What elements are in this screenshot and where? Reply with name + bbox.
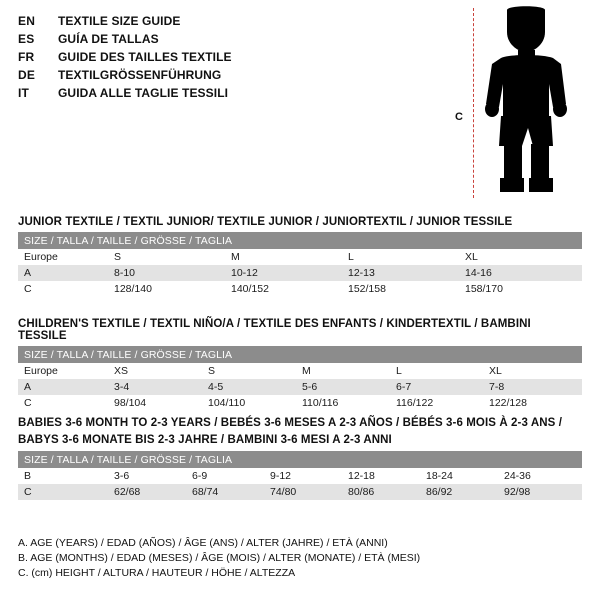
language-code: IT (18, 86, 30, 100)
babies-size-table (18, 451, 582, 500)
footnote-a: A. AGE (YEARS) / EDAD (AÑOS) / ÂGE (ANS) / ALTER (JAHRE) / ETÀ (ANNI) (18, 537, 388, 549)
row-label: Europe (18, 363, 114, 379)
table-header-row (18, 346, 582, 363)
row-cell: 3-6 (114, 468, 192, 484)
row-cell: 14-16 (465, 265, 582, 281)
size-header-cell: SIZE / TALLA / TAILLE / GRÖSSE / TAGLIA (18, 451, 582, 468)
language-title: TEXTILGRÖSSENFÜHRUNG (58, 68, 222, 82)
section-title-line2: BABYS 3-6 MONATE BIS 2-3 JAHRE / BAMBINI 3-6 MESI A 2-3 ANNI (18, 434, 392, 446)
row-cell: 5-6 (302, 379, 396, 395)
row-cell: M (231, 249, 348, 265)
language-title: GUIDA ALLE TAGLIE TESSILI (58, 86, 229, 100)
table-row (18, 395, 582, 411)
row-cell: 7-8 (489, 379, 582, 395)
measure-label-c: C (455, 111, 463, 123)
footnote-c: C. (cm) HEIGHT / ALTURA / HAUTEUR / HÖHE / ALTEZZA (18, 567, 296, 579)
table-row (18, 468, 582, 484)
row-cell: 9-12 (270, 468, 348, 484)
language-title: GUÍA DE TALLAS (58, 32, 159, 46)
table-row (18, 484, 582, 500)
row-cell: 12-13 (348, 265, 465, 281)
language-code: FR (18, 50, 35, 64)
row-label: C (18, 281, 114, 297)
row-cell: 92/98 (504, 484, 582, 500)
row-cell: 12-18 (348, 468, 426, 484)
table-row (18, 249, 582, 265)
language-row (18, 12, 448, 30)
language-code: DE (18, 68, 36, 82)
table-header-row (18, 232, 582, 249)
row-cell: 4-5 (208, 379, 302, 395)
child-silhouette-icon (473, 6, 583, 201)
row-cell: 62/68 (114, 484, 192, 500)
section-title: CHILDREN'S TEXTILE / TEXTIL NIÑO/A / TEXTILE DES ENFANTS / KINDERTEXTIL / BAMBINI TESSILE (18, 318, 531, 342)
language-header (18, 12, 448, 102)
row-cell: 74/80 (270, 484, 348, 500)
row-cell: 6-9 (192, 468, 270, 484)
row-cell: L (348, 249, 465, 265)
row-cell: 116/122 (396, 395, 489, 411)
row-cell: XL (489, 363, 582, 379)
language-row (18, 30, 448, 48)
row-cell: 152/158 (348, 281, 465, 297)
row-cell: 8-10 (114, 265, 231, 281)
language-row (18, 48, 448, 66)
row-cell: 10-12 (231, 265, 348, 281)
row-cell: 110/116 (302, 395, 396, 411)
size-header-cell: SIZE / TALLA / TAILLE / GRÖSSE / TAGLIA (18, 346, 582, 363)
table-row (18, 363, 582, 379)
row-label: A (18, 265, 114, 281)
child-figure (455, 6, 590, 201)
row-cell: S (114, 249, 231, 265)
section-title: JUNIOR TEXTILE / TEXTIL JUNIOR/ TEXTILE JUNIOR / JUNIORTEXTIL / JUNIOR TESSILE (18, 216, 513, 228)
row-cell: 140/152 (231, 281, 348, 297)
row-cell: 128/140 (114, 281, 231, 297)
footnote-b: B. AGE (MONTHS) / EDAD (MESES) / ÂGE (MOIS) / ALTER (MONATE) / ETÀ (MESI) (18, 552, 421, 564)
language-row (18, 66, 448, 84)
row-cell: 6-7 (396, 379, 489, 395)
children-size-table (18, 346, 582, 411)
row-label: C (18, 395, 114, 411)
row-cell: 104/110 (208, 395, 302, 411)
table-header-row (18, 451, 582, 468)
row-cell: 122/128 (489, 395, 582, 411)
row-cell: XL (465, 249, 582, 265)
table-row (18, 379, 582, 395)
language-title: GUIDE DES TAILLES TEXTILE (58, 50, 232, 64)
section-babies (18, 417, 582, 500)
row-cell: XS (114, 363, 208, 379)
language-code: EN (18, 14, 36, 28)
footnotes (18, 536, 582, 581)
section-junior (18, 216, 582, 297)
size-header-cell: SIZE / TALLA / TAILLE / GRÖSSE / TAGLIA (18, 232, 582, 249)
row-cell: 80/86 (348, 484, 426, 500)
language-row (18, 84, 448, 102)
language-code: ES (18, 32, 35, 46)
row-cell: 18-24 (426, 468, 504, 484)
table-row (18, 265, 582, 281)
row-label: C (18, 484, 114, 500)
row-cell: M (302, 363, 396, 379)
section-children (18, 318, 582, 411)
row-label: Europe (18, 249, 114, 265)
section-title-line1: BABIES 3-6 MONTH TO 2-3 YEARS / BEBÉS 3-6 MESES A 2-3 AÑOS / BÉBÉS 3-6 MOIS À 2-3 ANS / (18, 417, 562, 429)
row-cell: L (396, 363, 489, 379)
row-label: A (18, 379, 114, 395)
row-cell: 158/170 (465, 281, 582, 297)
row-cell: 98/104 (114, 395, 208, 411)
row-cell: 68/74 (192, 484, 270, 500)
row-cell: 24-36 (504, 468, 582, 484)
row-cell: S (208, 363, 302, 379)
row-cell: 3-4 (114, 379, 208, 395)
junior-size-table (18, 232, 582, 297)
table-row (18, 281, 582, 297)
row-label: B (18, 468, 114, 484)
row-cell: 86/92 (426, 484, 504, 500)
language-title: TEXTILE SIZE GUIDE (58, 14, 181, 28)
